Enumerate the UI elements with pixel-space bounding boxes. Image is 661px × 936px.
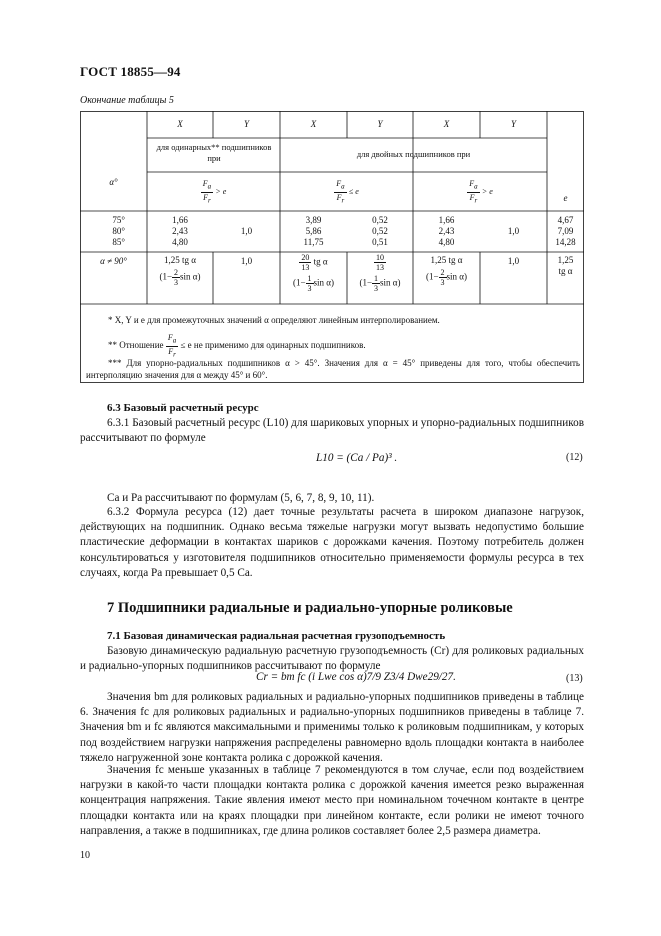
row2-x2: $\frac{20}{13}$ tg α (1− $\frac{1}{3}$ sin α) [292, 253, 335, 293]
head-y1: Y [243, 119, 249, 129]
note-3: *** Для упорно-радиальных подшипников α > 45°. Значения для α = 45° приведены для того, чтобы обеспечить интерполяцию значения для α между 45° и 60°. [86, 358, 580, 380]
head-y2: Y [377, 119, 383, 129]
double-label: для двойных подшипников при [356, 149, 471, 159]
head-x1: X [177, 119, 183, 129]
row1-alpha: 75° 80° 85° [112, 215, 125, 247]
head-x2: X [310, 119, 317, 129]
row2-y3: 1,0 [507, 256, 520, 266]
page-number: 10 [80, 850, 90, 861]
row1-y3: 1,0 [507, 226, 520, 236]
head-alpha: α° [109, 177, 118, 187]
row2-e: 1,25 tg α [557, 255, 574, 276]
row2-x1: 1,25 tg α (1− $\frac{2}{3}$ sin α) [159, 255, 201, 287]
row2-y1: 1,0 [240, 256, 253, 266]
heading-6-3: 6.3 Базовый расчетный ресурс [107, 402, 259, 414]
head-e: e [563, 193, 568, 203]
table-caption: Окончание таблицы 5 [80, 95, 174, 106]
head-y3: Y [510, 119, 516, 129]
row1-x2: 3,89 5,86 11,75 [303, 215, 324, 247]
heading-7-1: 7.1 Базовая динамическая радиальная расчетная грузоподъемность [107, 630, 446, 642]
row2-alpha: α ≠ 90° [100, 256, 127, 266]
section-7-1 [80, 629, 584, 675]
row1-x3: 1,66 2,43 4,80 [438, 215, 455, 247]
para-6-3-2: 6.3.2 Формула ресурса (12) дает точные результаты расчета в широком диапазоне нагрузок, действующих на подшипник. Однако весьма тяжелые нагрузки могут вызвать недопустимо большие пластические деформации в контактах шариков с дорожками качения. Поэтому потребитель должен консультироваться у изготовителя подшипников относительно применяемости формулы ресурса в тех случаях, когда Pa превышает 0,5 Ca. [80, 506, 584, 579]
para-7-1: Базовую динамическую радиальную расчетную грузоподъемность (Cr) для роликовых радиальных и радиально-упорных подшипников рассчитывают по формуле [80, 645, 584, 673]
note-1: * X, Y и e для промежуточных значений α определяют линейным интерполированием. [108, 315, 440, 325]
row2-x3: 1,25 tg α (1− $\frac{2}{3}$ sin α) [425, 255, 468, 287]
formula-12-number: (12) [566, 452, 583, 463]
single-label: для одинарных** подшипников при [156, 142, 272, 163]
formula-13-number: (13) [566, 673, 583, 684]
row1-y1: 1,0 [240, 226, 253, 236]
row1-y2: 0,52 0,52 0,51 [372, 215, 388, 247]
head-x3: X [443, 119, 450, 129]
formula-13: Cr = bm fc (i Lwe cos α)7/9 Z3/4 Dwe29/27. [256, 671, 456, 683]
note-2: ** Отношение $\frac{F_a}{F_r}$ ≤ e не применимо для одинарных подшипников. [108, 333, 366, 359]
cond-single-gt: $\frac{F_a}{F_r}$ > e [202, 179, 227, 205]
para-fc: Значения fc меньше указанных в таблице 7 рекомендуются в том случае, если под воздействием нагрузки в какой-то части площадки контакта ролика с дорожкой качения имеется резко выраженная концентрация напряжения. Такие явления имеют место при номинальном точечном контакте в центре площадки контакта или на краях площадки при линейном контакте, если ролики не имеют точного направления, а также в подшипниках, где длина роликов составляет более 2,5 размера диаметра. [80, 764, 584, 837]
para-bm: Значения bm для роликовых радиальных и радиально-упорных подшипников приведены в таблице 6. Значения fc для роликовых радиальных и радиально-упорных подшипников приведены в таблице 7. Значения bm и fc являются максимальными и применимы только к роликовым подшипникам, у которых под воздействием нагрузки напряжения распределены равномерно вдоль площадки контакта в наиболее тяжело нагруженной зоне контакта ролика с дорожкой качения. [80, 691, 584, 764]
heading-section-7: 7 Подшипники радиальные и радиально-упорные роликовые [107, 600, 513, 616]
cond-double-gt: $\frac{F_a}{F_r}$ > e [469, 179, 493, 205]
formula-12: L10 = (Ca / Pa)³ . [316, 452, 398, 464]
cond-double-le: $\frac{F_a}{F_r}$ ≤ e [336, 179, 359, 205]
table-5 [80, 111, 584, 383]
row2-y2: $\frac{10}{13}$ (1− $\frac{1}{3}$ sin α) [359, 253, 401, 293]
section-6-3 [80, 401, 584, 447]
document-header: ГОСТ 18855—94 [80, 64, 181, 79]
row1-x1: 1,66 2,43 4,80 [172, 215, 188, 247]
para-6-3-1: 6.3.1 Базовый расчетный ресурс (L10) для шариковых упорных и упорно-радиальных подшипников рассчитывают по формуле [80, 417, 584, 445]
row1-e: 4,67 7,09 14,28 [555, 215, 576, 247]
para-ca-pa: Ca и Pa рассчитывают по формулам (5, 6, 7, 8, 9, 10, 11). [107, 492, 375, 504]
